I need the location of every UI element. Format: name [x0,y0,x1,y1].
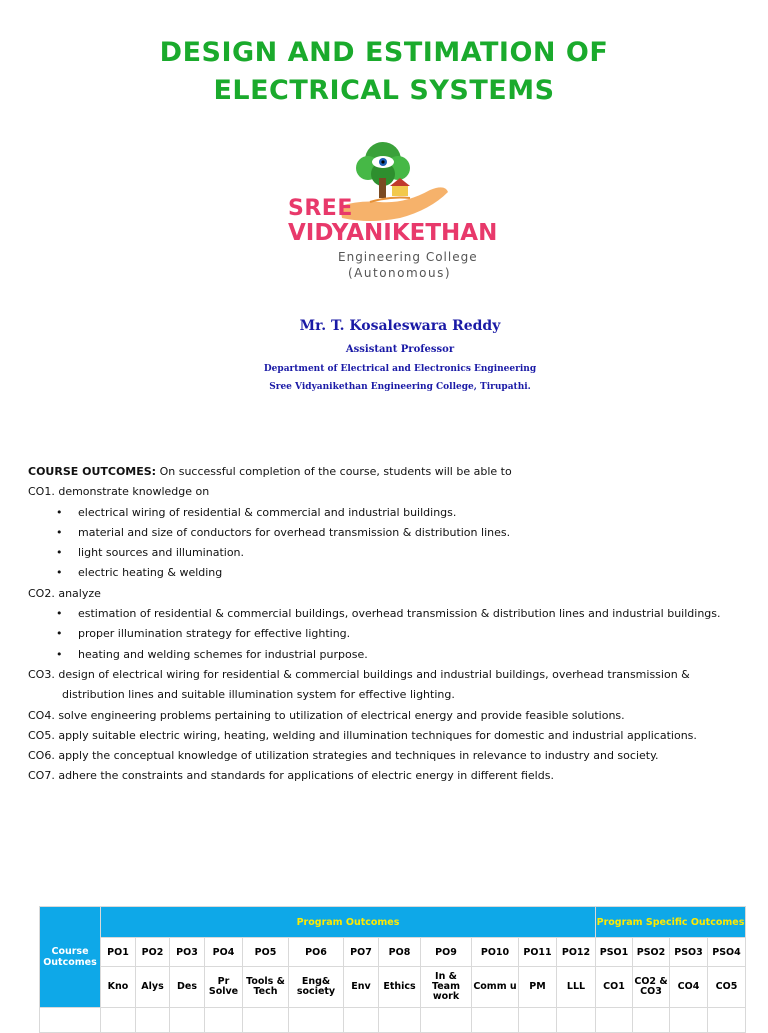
po-label: PO1 [101,938,136,967]
po-abbr: Env [344,967,379,1008]
co4-text: CO4. solve engineering problems pertaining to utilization of electrical energy and provide feasible solutions. [28,708,625,722]
table-cell [596,1008,633,1033]
table-cell [633,1008,670,1033]
list-item: • estimation of residential & commercial buildings, overhead transmission & distribution lines and industrial buildings. [28,604,758,624]
table-cell [557,1008,596,1033]
pso-label: PSO1 [596,938,633,967]
po-abbr: Eng& society [289,967,344,1008]
co3-text: CO3. design of electrical wiring for residential & commercial buildings and industrial buildings, overhead transmission & [28,667,690,681]
po-label: PO4 [205,938,243,967]
table-cell [379,1008,421,1033]
author-department: Department of Electrical and Electronics Engineering [263,364,537,374]
list-item: • proper illumination strategy for effective lighting. [28,624,758,644]
table-cell [205,1008,243,1033]
po-abbr: Ethics [379,967,421,1008]
po-abbr: LLL [557,967,596,1008]
list-item: • light sources and illumination. [28,543,758,563]
table-cell [344,1008,379,1033]
list-item: • electrical wiring of residential & commercial and industrial buildings. [28,503,758,523]
table-cell [472,1008,519,1033]
title-line-1: DESIGN AND ESTIMATION OF [159,37,609,68]
po-abbr: Des [170,967,205,1008]
table-cell [243,1008,289,1033]
program-specific-outcomes-header: Program Specific Outcomes [596,907,746,938]
co3-continuation: distribution lines and suitable illumination system for effective lighting. [62,688,455,702]
po-label: PO11 [519,938,557,967]
logo-text-autonomous: (Autonomous) [348,266,452,280]
po-abbr: Comm u [472,967,519,1008]
po-label: PO10 [472,938,519,967]
course-outcomes-heading: COURSE OUTCOMES: [28,465,157,478]
college-logo [280,138,498,288]
po-label: PO2 [136,938,170,967]
co1-list [28,503,758,584]
table-cell [519,1008,557,1033]
table-row [40,1008,746,1033]
pso-abbr: CO5 [708,967,746,1008]
po-abbr: PM [519,967,557,1008]
po-abbr: In & Team work [421,967,472,1008]
pso-label: PSO2 [633,938,670,967]
table-cell [136,1008,170,1033]
list-item: • electric heating & welding [28,563,758,583]
po-label: PO9 [421,938,472,967]
po-label: PO3 [170,938,205,967]
table-cell [170,1008,205,1033]
co7-text: CO7. adhere the constraints and standards for applications of electric energy in different fields. [28,769,554,783]
co6-text: CO6. apply the conceptual knowledge of utilization strategies and techniques in relevance to industry and society. [28,749,659,763]
author-name: Mr. T. Kosaleswara Reddy [299,318,501,334]
po-abbr: Kno [101,967,136,1008]
table-cell [40,1008,101,1033]
co5-text: CO5. apply suitable electric wiring, heating, welding and illumination techniques for domestic and industrial applications. [28,728,697,742]
logo-text-sree: SREE [288,196,353,221]
logo-text-vidyanikethan: VIDYANIKETHAN [288,220,498,246]
po-label: PO12 [557,938,596,967]
po-abbr: Pr Solve [205,967,243,1008]
co1-text: CO1. demonstrate knowledge on [28,485,210,499]
po-abbr: Alys [136,967,170,1008]
co2-list [28,604,758,665]
po-label: PO8 [379,938,421,967]
program-outcomes-header: Program Outcomes [101,907,596,938]
author-college: Sree Vidyanikethan Engineering College, Tirupathi. [269,382,531,392]
table-cell [421,1008,472,1033]
list-item: • material and size of conductors for overhead transmission & distribution lines. [28,523,758,543]
table-cell [289,1008,344,1033]
course-outcomes-header: Course Outcomes [40,907,101,1008]
co2-text: CO2. analyze [28,586,101,600]
pso-label: PSO4 [708,938,746,967]
pso-abbr: CO4 [670,967,708,1008]
logo-text-engineering-college: Engineering College [338,250,478,264]
pso-abbr: CO1 [596,967,633,1008]
course-outcomes-intro-text: On successful completion of the course, students will be able to [156,465,512,478]
pso-abbr: CO2 & CO3 [633,967,670,1008]
page-title [0,34,768,110]
course-outcomes [28,462,758,787]
title-line-2: ELECTRICAL SYSTEMS [213,75,555,106]
po-abbr: Tools & Tech [243,967,289,1008]
pso-label: PSO3 [670,938,708,967]
po-label: PO7 [344,938,379,967]
co-po-mapping-table [39,906,746,1033]
po-label: PO6 [289,938,344,967]
author-role: Assistant Professor [345,344,455,355]
table-cell [670,1008,708,1033]
course-outcomes-intro [28,462,758,482]
po-label: PO5 [243,938,289,967]
table-cell [708,1008,746,1033]
table-cell [101,1008,136,1033]
list-item: • heating and welding schemes for industrial purpose. [28,645,758,665]
